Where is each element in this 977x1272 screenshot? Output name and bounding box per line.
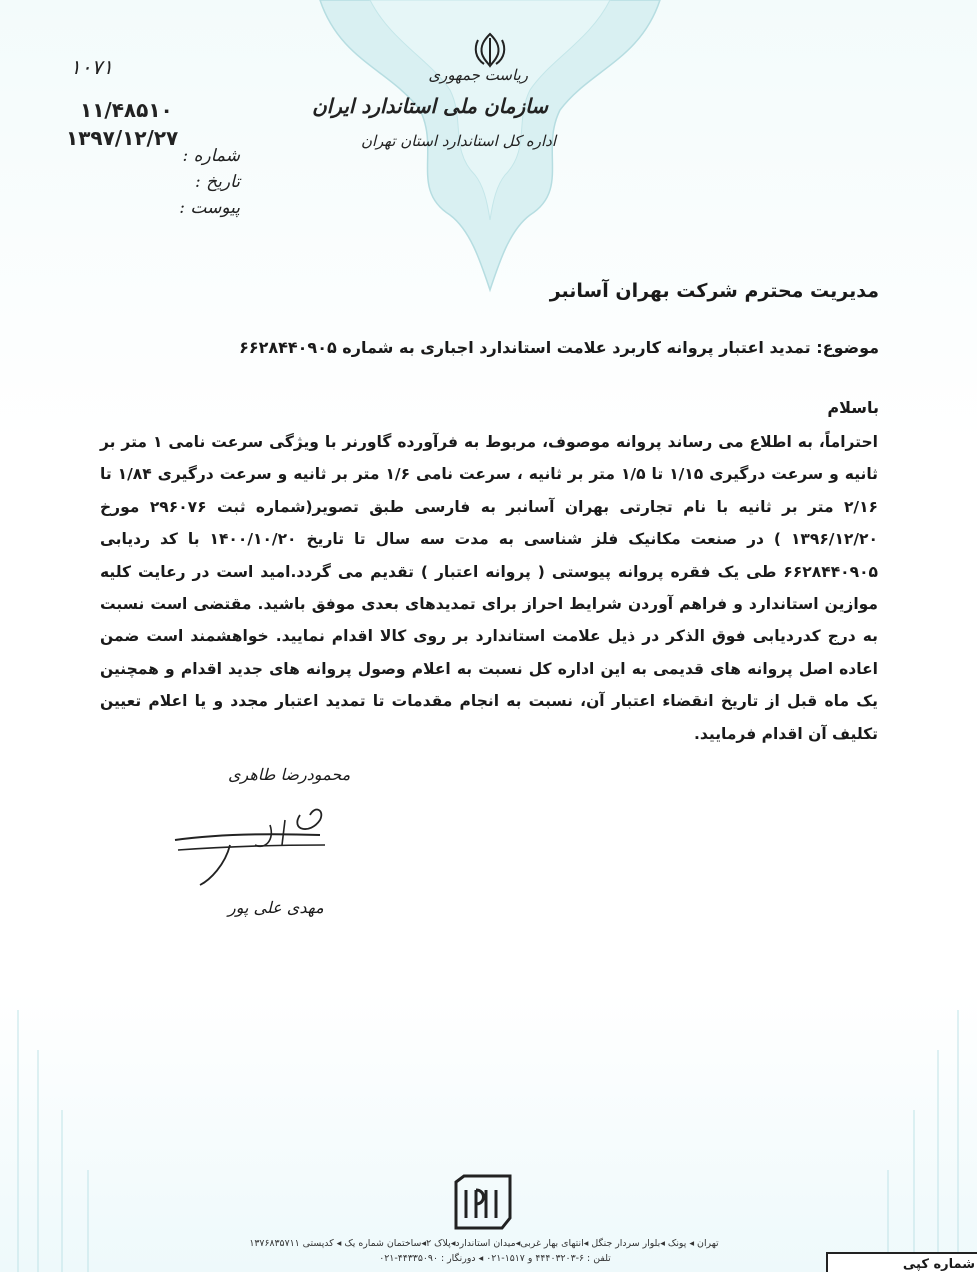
emblem-icon [470, 30, 510, 70]
handwritten-signature [170, 795, 330, 890]
signatory-name-bottom: مهدی علی پور [228, 898, 324, 917]
registration-date: ۱۳۹۷/۱۲/۲۷ [66, 126, 179, 150]
letter-body: احتراماً، به اطلاع می رساند پروانه موصوف، مربوط به فرآورده گاورنر با ویژگی سرعت نامی ۱ متر بر ثانیه و سرعت درگیری ۱/۱۵ تا ۱/۵ متر بر ثانیه ، سرعت نامی ۱/۶ متر بر ثانیه و سرعت درگیری ۱/۸۴ تا ۲/۱۶ متر بر ثانیه با نام تجارتی بهران آسانبر به فارسی طبق تصویر(شماره ثبت ۲۹۶۰۷۶ مورخ ۱۳۹۶/۱۲/۲۰ ) در صنعت مکانیک فلز شناسی به مدت سه سال تا تاریخ ۱۴۰۰/۱۰/۲۰ با کد ردیابی ۶۶۲۸۴۴۰۹۰۵ طی یک فقره پروانه پیوستی ( پروانه اعتبار ) تقدیم می گردد.امید است در رعایت کلیه موازین استاندارد و فراهم آوردن شرایط احراز برای تمدیدهای بعدی موفق باشید. مقتضی است نسبت به درج کدردیابی فوق الذکر در ذیل علامت استاندارد بر روی کالا اقدام نمایید. خواهشمند است ضمن اعاده اصل پروانه های قدیمی به این اداره کل نسبت به اعلام وصول پروانه های جدید اقدام و همچنین یک ماه قبل از تاریخ انقضاء اعتبار آن، نسبت به انجام مقدمات تا تمدید اعتبار مجدد و یا اعلام تعیین تکلیف آن اقدام فرمایید. [100, 433, 878, 743]
meta-labels [150, 143, 240, 221]
stamp-label: شماره کپی [902, 1257, 975, 1272]
copy-number-stamp [826, 1252, 977, 1272]
header-line-organization: سازمان ملی استاندارد ایران [312, 94, 548, 118]
greeting: باسلام [827, 398, 879, 417]
isiri-logo-icon [452, 1172, 514, 1232]
footer-phone: تلفن : ۶-۴۴۴۰۳۲۰۳ و ۱۵۱۷-۰۲۱ ◂ دورنگار : ۴۴۳۳۵۰۹۰-۰۲۱ [379, 1253, 611, 1264]
signatory-name-top: محمودرضا طاهری [228, 765, 351, 784]
header-line-office: اداره کل استاندارد استان تهران [360, 132, 556, 150]
attachment-label: پیوست : [179, 198, 240, 218]
date-label: تاریخ : [195, 172, 240, 192]
registration-number: ۱۱/۴۸۵۱۰ [80, 98, 173, 122]
recipient: مدیریت محترم شرکت بهران آسانبر [549, 280, 879, 302]
number-label: شماره : [182, 146, 240, 166]
page-mark: ۱۰۷۱ [70, 55, 113, 79]
subject: موضوع: تمدید اعتبار پروانه کاربرد علامت استاندارد اجباری به شماره ۶۶۲۸۴۴۰۹۰۵ [239, 338, 879, 357]
footer-address: تهران ◂ پونک ◂بلوار سردار جنگل ◂انتهای بهار غربی◂میدان استاندارد◂پلاک ۲◂ساختمان شماره یک ◂ کدپستی ۱۳۷۶۸۳۵۷۱۱ [249, 1238, 719, 1249]
header-line-presidency: ریاست جمهوری [428, 66, 528, 84]
